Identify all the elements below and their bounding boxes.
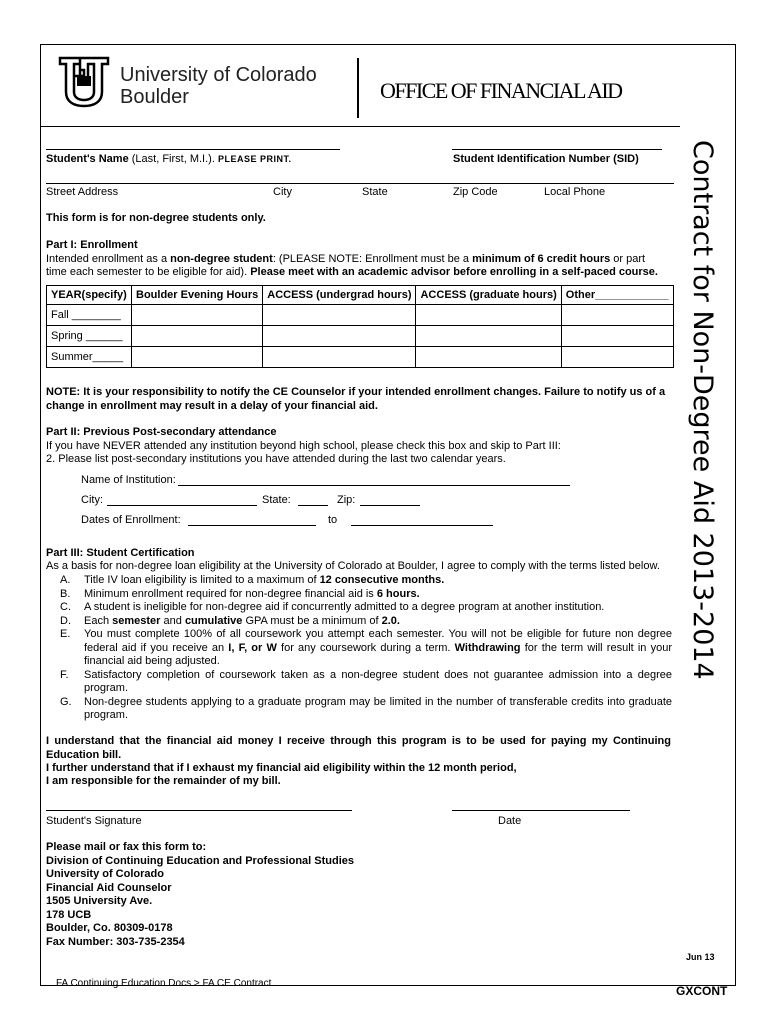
phone-label: Local Phone <box>544 186 606 198</box>
cell-input[interactable] <box>263 326 416 347</box>
zip-field[interactable] <box>360 505 420 506</box>
list-item: D. Each semester and cumulative GPA must be a minimum of 2.0. <box>60 614 400 627</box>
row-label-summer: Summer_____ <box>47 347 132 368</box>
header-access-graduate: ACCESS (graduate hours) <box>416 286 561 305</box>
cell-input[interactable] <box>263 305 416 326</box>
office-title: OFFICE OF FINANCIAL AID <box>380 78 622 103</box>
cell-input[interactable] <box>132 305 263 326</box>
form-code: GXCONT <box>676 984 728 998</box>
state-label: State <box>362 186 388 198</box>
cell-input[interactable] <box>416 305 561 326</box>
mailing-address <box>46 841 354 949</box>
header-boulder-evening: Boulder Evening Hours <box>132 286 263 305</box>
agreement-line1: I understand that the financial aid money I receive through this program is to be used for paying my Continuing Education bill. <box>46 735 671 761</box>
city-field[interactable] <box>107 505 257 506</box>
vertical-title-text: Contract for Non-Degree Aid 2013-2014 <box>687 140 718 680</box>
street-label: Street Address <box>46 186 119 198</box>
part2-line2: 2. Please list post-secondary institutions you have attended during the last two calendar years. <box>46 453 506 465</box>
mail-line: 178 UCB <box>46 908 92 921</box>
part2-heading: Part II: Previous Post-secondary attendance <box>46 426 277 438</box>
row-label-spring: Spring ______ <box>47 326 132 347</box>
part1-heading: Part I: Enrollment <box>46 239 138 251</box>
university-line2: Boulder <box>120 86 189 108</box>
name-label: Student's Name (Last, First, M.I.). PLEASE PRINT. <box>46 153 292 165</box>
mail-line: University of Colorado <box>46 868 164 880</box>
part1-line2: time each semester to be eligible for aid). Please meet with an academic advisor before enrolling in a self-paced course. <box>46 266 658 278</box>
table-header-row <box>47 286 674 305</box>
list-item: F. Satisfactory completion of coursework taken as a non-degree student does not guarantee admission into a degree program. <box>60 668 672 694</box>
sid-line[interactable] <box>452 149 662 150</box>
address-line[interactable] <box>46 183 674 184</box>
table-row <box>47 347 674 368</box>
table-row <box>47 326 674 347</box>
list-item: E. You must complete 100% of all coursework you attempt each semester. You will not be eligible for future non degree federal aid if you receive an I, F, or W for any coursework during a term. Withdrawing for the term will result in your financial aid being adjusted. <box>60 628 672 667</box>
mail-line: Financial Aid Counselor <box>46 881 172 894</box>
enrollment-table <box>46 285 674 368</box>
cell-input[interactable] <box>561 305 673 326</box>
mail-line: Division of Continuing Education and Professional Studies <box>46 854 355 867</box>
institution-field[interactable] <box>178 485 570 486</box>
revision-date: Jun 13 <box>686 952 715 962</box>
university-name <box>120 64 317 108</box>
list-item: C. A student is ineligible for non-degree aid if concurrently admitted to a degree program at another institution. <box>60 601 605 613</box>
date-line[interactable] <box>452 810 630 811</box>
certification-list <box>60 574 672 723</box>
mail-line: Please mail or fax this form to: <box>46 841 207 853</box>
cu-logo-icon <box>54 54 114 110</box>
vertical-title <box>672 140 722 680</box>
cell-input[interactable] <box>416 347 561 368</box>
part2-line1: If you have NEVER attended any institution beyond high school, please check this box and skip to Part III: <box>46 440 561 452</box>
part3-heading: Part III: Student Certification <box>46 547 195 559</box>
mail-line: Fax Number: 303-735-2354 <box>46 935 185 948</box>
part3-intro: As a basis for non-degree loan eligibility at the University of Colorado at Boulder, I agree to comply with the terms listed below. <box>46 560 660 572</box>
sid-label: Student Identification Number (SID) <box>453 153 639 165</box>
part1-line1: Intended enrollment as a non-degree student: (PLEASE NOTE: Enrollment must be a minimum of 6 credit hours or part <box>46 253 646 265</box>
header-other: Other____________ <box>561 286 673 305</box>
city-label: City <box>273 186 292 198</box>
agreement-line3: I am responsible for the remainder of my bill. <box>46 775 281 787</box>
header-access-undergrad: ACCESS (undergrad hours) <box>263 286 416 305</box>
date-to-field[interactable] <box>351 525 493 526</box>
state-field-label: State: <box>262 494 291 506</box>
signature-line[interactable] <box>46 810 352 811</box>
date-label: Date <box>498 815 522 827</box>
zip-field-label: Zip: <box>337 494 356 506</box>
date-from-field[interactable] <box>188 525 316 526</box>
cell-input[interactable] <box>263 347 416 368</box>
mail-line: 1505 University Ave. <box>46 895 153 907</box>
table-row <box>47 305 674 326</box>
university-line1: University of Colorado <box>120 64 317 86</box>
agreement-line2: I further understand that if I exhaust my financial aid eligibility within the 12 month period, <box>46 762 517 774</box>
list-item: B. Minimum enrollment required for non-degree financial aid is 6 hours. <box>60 587 420 600</box>
non-degree-notice: This form is for non-degree students only. <box>46 212 266 224</box>
to-label: to <box>328 514 338 526</box>
header-year: YEAR(specify) <box>47 286 132 305</box>
cell-input[interactable] <box>132 347 263 368</box>
name-line[interactable] <box>46 149 340 150</box>
header-vertical-divider <box>357 58 359 118</box>
zip-label: Zip Code <box>453 186 498 198</box>
cell-input[interactable] <box>561 326 673 347</box>
cell-input[interactable] <box>132 326 263 347</box>
row-label-fall: Fall ________ <box>47 305 132 326</box>
city-field-label: City: <box>81 494 103 506</box>
mail-line: Boulder, Co. 80309-0178 <box>46 922 173 934</box>
state-field[interactable] <box>298 505 328 506</box>
dates-label: Dates of Enrollment: <box>81 514 181 526</box>
enrollment-note: NOTE: It is your responsibility to notify the CE Counselor if your intended enrollment changes. Failure to notify us of a change in enrollment may result in a delay of your financial aid. <box>46 386 666 412</box>
cell-input[interactable] <box>416 326 561 347</box>
list-item: A. Title IV loan eligibility is limited to a maximum of 12 consecutive months. <box>60 574 445 586</box>
institution-label: Name of Institution: <box>81 474 176 486</box>
footer-path: FA Continuing Education Docs > FA CE Contract <box>56 978 272 989</box>
list-item: G. Non-degree students applying to a graduate program may be limited in the number of transferable credits into graduate program. <box>60 695 672 721</box>
header-divider <box>40 126 680 127</box>
signature-label: Student's Signature <box>46 815 142 827</box>
cell-input[interactable] <box>561 347 673 368</box>
